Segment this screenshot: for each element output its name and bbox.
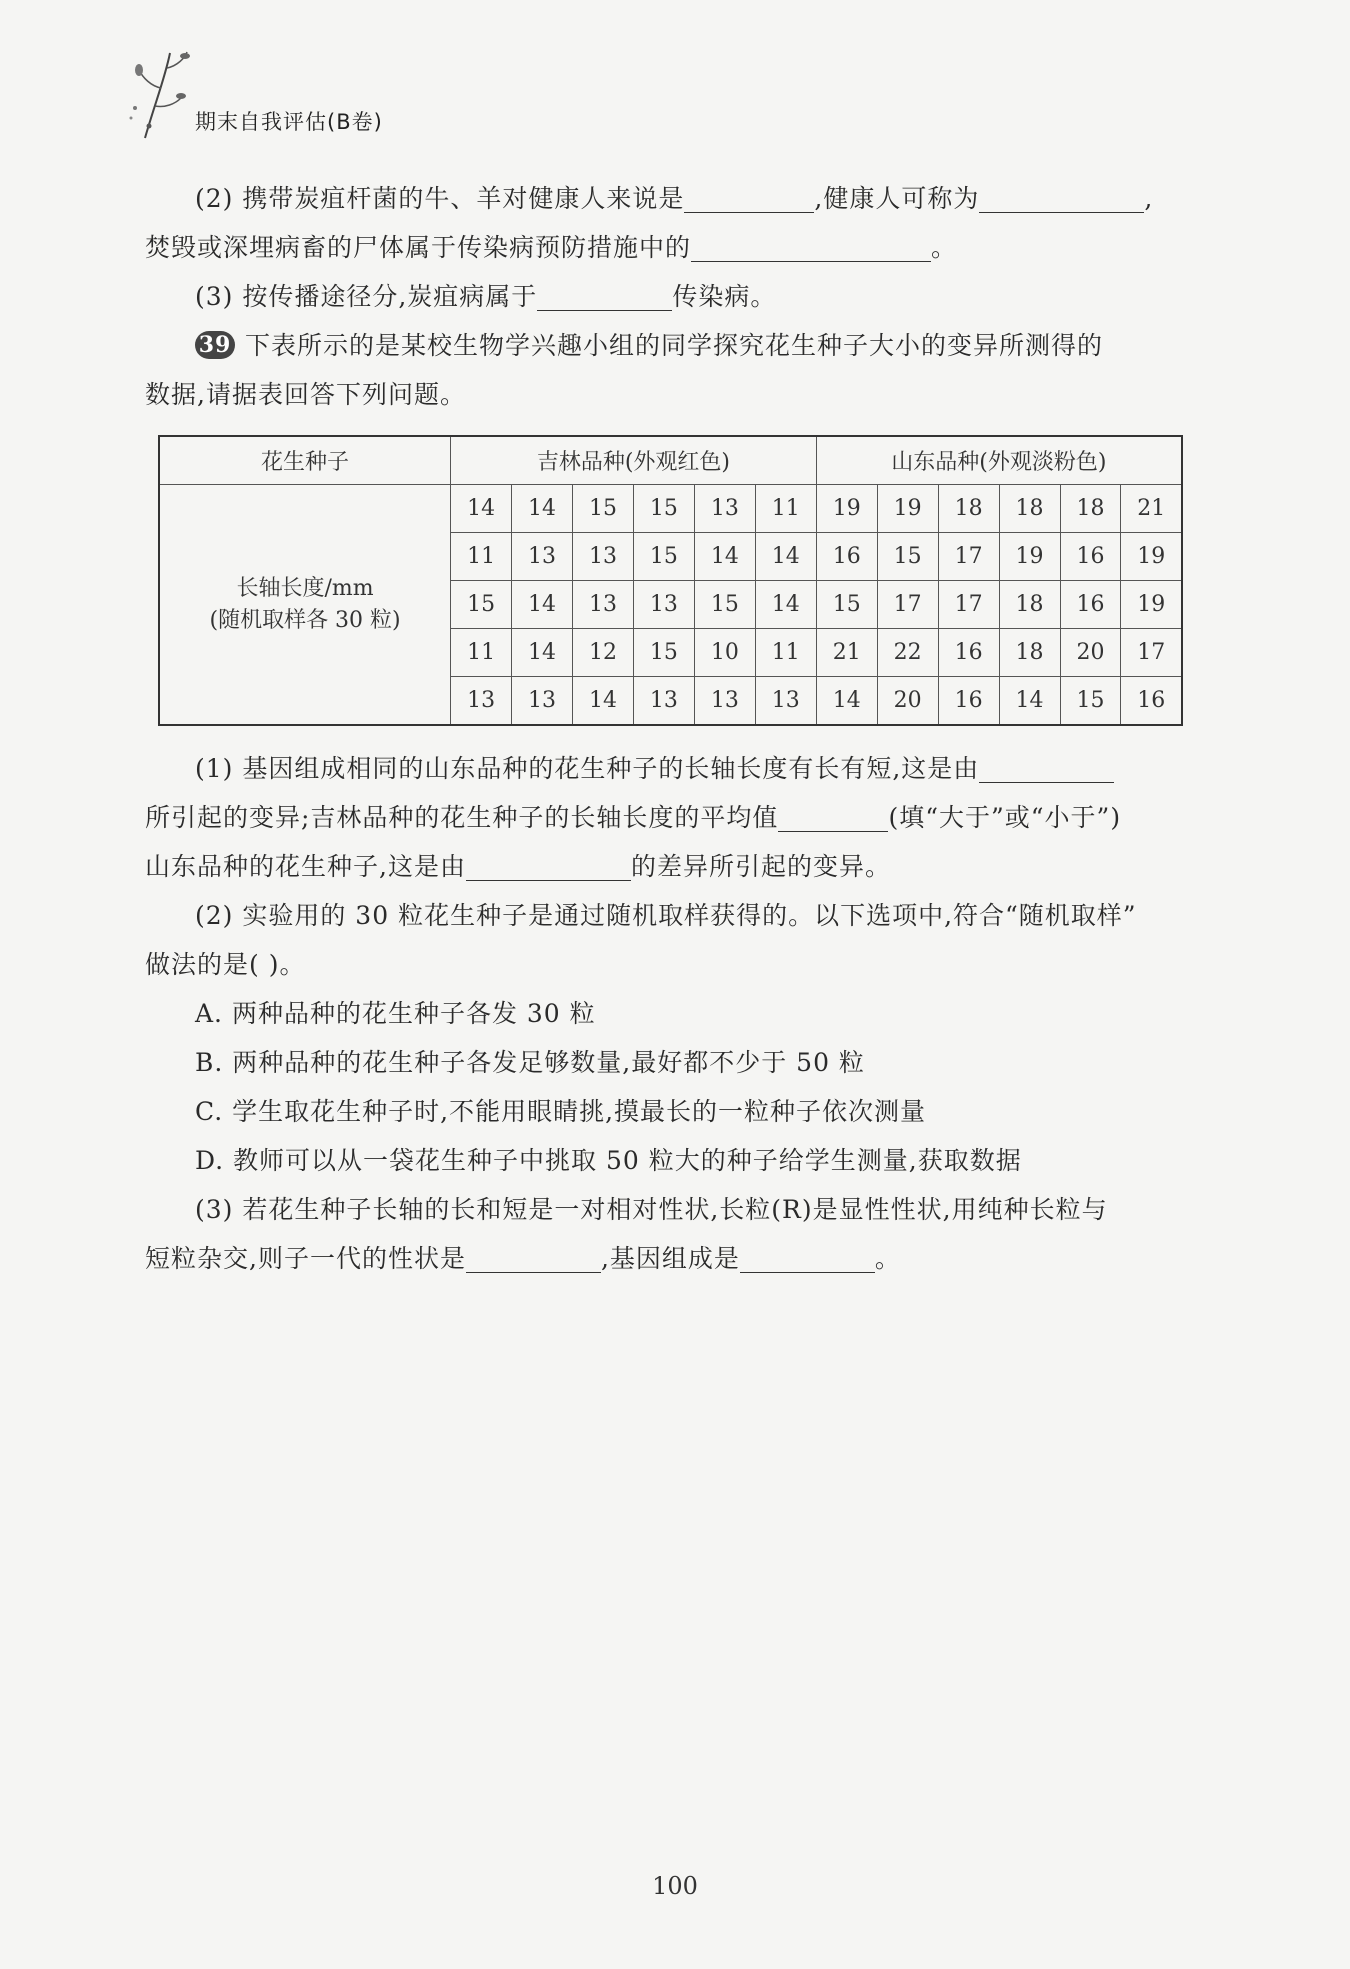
table-cell: 10: [694, 629, 755, 677]
table-row: [159, 485, 1182, 533]
table-cell: 18: [999, 485, 1060, 533]
page-header-title: 期末自我评估(B卷): [195, 110, 383, 134]
table-cell: 15: [573, 485, 634, 533]
sub1-text-e: 的差异所引起的变异。: [630, 852, 891, 881]
table-cell: 13: [633, 677, 694, 726]
table-row-label: [159, 485, 451, 726]
table-cell: 13: [694, 485, 755, 533]
sub2-line1: (2) 实验用的 30 粒花生种子是通过随机取样获得的。以下选项中,符合“随机取样”: [195, 901, 1137, 930]
row-label-line2: (随机取样各 30 粒): [209, 607, 401, 633]
sub3-text-a: 短粒杂交,则子一代的性状是: [145, 1244, 466, 1273]
table-cell: 14: [573, 677, 634, 726]
table-header-shandong: 山东品种(外观淡粉色): [816, 436, 1182, 485]
table-cell: 16: [1060, 581, 1121, 629]
table-cell: 15: [633, 533, 694, 581]
question-number-badge: 39: [195, 331, 235, 359]
table-cell: 16: [1121, 677, 1182, 726]
table-cell: 20: [877, 677, 938, 726]
table-header-jilin: 吉林品种(外观红色): [451, 436, 817, 485]
table-cell: 13: [573, 533, 634, 581]
answer-blank[interactable]: [979, 182, 1144, 213]
q38-part3-text-a: (3) 按传播途径分,炭疽病属于: [195, 282, 538, 311]
q39-intro: [145, 321, 1255, 370]
table-cell: 13: [512, 533, 573, 581]
q38-part2-text-b: ,健康人可称为: [814, 184, 980, 213]
sub1-text-a: (1) 基因组成相同的山东品种的花生种子的长轴长度有长有短,这是由: [195, 754, 980, 783]
table-cell: 11: [451, 533, 512, 581]
table-cell: 17: [938, 581, 999, 629]
table-cell: 18: [999, 629, 1060, 677]
table-cell: 14: [999, 677, 1060, 726]
table-cell: 12: [573, 629, 634, 677]
table-body: [159, 485, 1182, 726]
sub3-line1: (3) 若花生种子长轴的长和短是一对相对性状,长粒(R)是显性性状,用纯种长粒与: [195, 1195, 1108, 1224]
table-cell: 18: [1060, 485, 1121, 533]
option-c[interactable]: C. 学生取花生种子时,不能用眼睛挑,摸最长的一粒种子依次测量: [195, 1097, 927, 1126]
table-cell: 16: [938, 677, 999, 726]
q38-part3: [145, 272, 1255, 321]
q38-part2-line2: [145, 223, 1205, 272]
table-cell: 15: [633, 485, 694, 533]
q38-part2-text-a: (2) 携带炭疽杆菌的牛、羊对健康人来说是: [195, 184, 685, 213]
table-cell: 13: [633, 581, 694, 629]
sub3-text-c: 。: [874, 1244, 901, 1273]
q39-intro-line2: 数据,请据表回答下列问题。: [145, 380, 466, 409]
table-cell: 14: [512, 581, 573, 629]
answer-blank[interactable]: [537, 280, 672, 311]
peanut-seed-table: [158, 435, 1183, 726]
table-cell: 11: [755, 485, 816, 533]
table-cell: 13: [451, 677, 512, 726]
answer-blank[interactable]: [466, 1242, 601, 1273]
sub2-line2: 做法的是( )。: [145, 950, 306, 979]
table-cell: 16: [938, 629, 999, 677]
sub3-line2: [145, 1234, 1205, 1283]
sub1-text-d: 山东品种的花生种子,这是由: [145, 852, 466, 881]
table-cell: 14: [816, 677, 877, 726]
answer-blank[interactable]: [466, 850, 631, 881]
table-cell: 19: [816, 485, 877, 533]
page-header: [125, 48, 445, 148]
q38-part2-text-e: 。: [931, 233, 958, 262]
row-label-line1: 长轴长度/mm: [236, 575, 374, 601]
q38-part3-text-b: 传染病。: [672, 282, 777, 311]
table-cell: 15: [633, 629, 694, 677]
table-cell: 14: [755, 533, 816, 581]
q38-part2: [145, 174, 1255, 223]
table-cell: 14: [512, 629, 573, 677]
q38-part2-text-d: 焚毁或深埋病畜的尸体属于传染病预防措施中的: [145, 233, 692, 262]
table-header-row: [159, 436, 1182, 485]
table-cell: 17: [877, 581, 938, 629]
answer-blank[interactable]: [740, 1242, 875, 1273]
answer-blank[interactable]: [684, 182, 814, 213]
option-b[interactable]: B. 两种品种的花生种子各发足够数量,最好都不少于 50 粒: [195, 1048, 865, 1077]
table-cell: 18: [938, 485, 999, 533]
option-a[interactable]: A. 两种品种的花生种子各发 30 粒: [195, 999, 596, 1028]
table-cell: 19: [1121, 581, 1182, 629]
sub1-line1: [145, 744, 1255, 793]
answer-blank[interactable]: [778, 801, 888, 832]
table-cell: 14: [451, 485, 512, 533]
q39-intro-line1: 下表所示的是某校生物学兴趣小组的同学探究花生种子大小的变异所测得的: [245, 331, 1104, 360]
table-cell: 18: [999, 581, 1060, 629]
page-number: 100: [652, 1872, 698, 1900]
table-cell: 19: [877, 485, 938, 533]
table-cell: 13: [573, 581, 634, 629]
table-cell: 21: [816, 629, 877, 677]
table-cell: 16: [816, 533, 877, 581]
flower-sprig-icon: [125, 48, 205, 148]
table-cell: 21: [1121, 485, 1182, 533]
sub1-line3: [145, 842, 1205, 891]
sub1-text-b: 所引起的变异;吉林品种的花生种子的长轴长度的平均值: [145, 803, 779, 832]
table-cell: 19: [1121, 533, 1182, 581]
table-cell: 14: [512, 485, 573, 533]
table-cell: 17: [1121, 629, 1182, 677]
table-cell: 15: [451, 581, 512, 629]
table-cell: 13: [512, 677, 573, 726]
table-cell: 15: [694, 581, 755, 629]
table-cell: 11: [451, 629, 512, 677]
table-cell: 22: [877, 629, 938, 677]
table-cell: 15: [1060, 677, 1121, 726]
table-cell: 13: [694, 677, 755, 726]
sub3-text-b: ,基因组成是: [600, 1244, 740, 1273]
option-d[interactable]: D. 教师可以从一袋花生种子中挑取 50 粒大的种子给学生测量,获取数据: [195, 1146, 1022, 1175]
sub1-line2: [145, 793, 1205, 842]
table-header-seed: 花生种子: [159, 436, 451, 485]
table-cell: 11: [755, 629, 816, 677]
q38-part2-text-c: ,: [1144, 184, 1154, 213]
answer-blank[interactable]: [691, 231, 931, 262]
table-cell: 16: [1060, 533, 1121, 581]
table-cell: 19: [999, 533, 1060, 581]
table-cell: 14: [755, 581, 816, 629]
sub1-text-c: (填“大于”或“小于”): [888, 803, 1122, 832]
table-cell: 20: [1060, 629, 1121, 677]
table-cell: 14: [694, 533, 755, 581]
answer-blank[interactable]: [979, 752, 1114, 783]
table-cell: 17: [938, 533, 999, 581]
table-cell: 13: [755, 677, 816, 726]
table-cell: 15: [816, 581, 877, 629]
table-cell: 15: [877, 533, 938, 581]
